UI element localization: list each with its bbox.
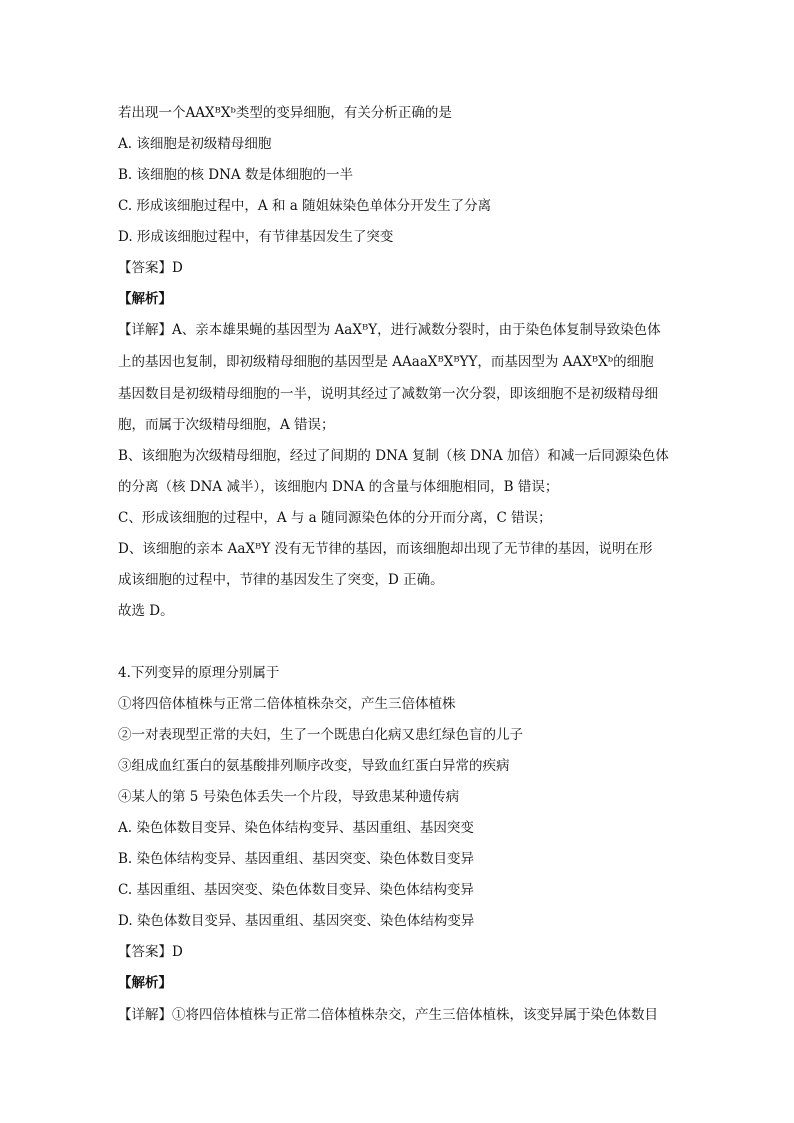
question-4-analysis-heading: 【解析】: [118, 975, 172, 991]
question-4-item-1: ①将四倍体植株与正常二倍体植株杂交，产生三倍体植株: [118, 696, 456, 712]
question-4-analysis-line: 【详解】①将四倍体植株与正常二倍体植株杂交，产生三倍体植株，该变异属于染色体数目: [118, 1007, 658, 1023]
question-4-item-3: ③组成血红蛋白的氨基酸排列顺序改变，导致血红蛋白异常的疾病: [118, 758, 510, 774]
question-4-item-4: ④某人的第 5 号染色体丢失一个片段，导致患某种遗传病: [118, 789, 460, 805]
question-3-analysis-line: B、该细胞为次级精母细胞，经过了间期的 DNA 复制（核 DNA 加倍）和减一后同源染色体: [118, 448, 669, 464]
question-3-analysis-heading: 【解析】: [118, 291, 172, 307]
question-4-option-b: B. 染色体结构变异、基因重组、基因突变、染色体数目变异: [118, 851, 475, 867]
question-3-option-c: C. 形成该细胞过程中，A 和 a 随姐妹染色单体分开发生了分离: [118, 198, 492, 214]
question-4-stem: 4.下列变异的原理分别属于: [118, 665, 280, 681]
question-3-analysis-line: 成该细胞的过程中，节律的基因发生了突变，D 正确。: [118, 572, 444, 588]
question-3-analysis-line: 胞，而属于次级精母细胞，A 错误；: [118, 417, 335, 433]
question-3-analysis-line: 【详解】A、亲本雄果蝇的基因型为 AaXᴮY，进行减数分裂时，由于染色体复制导致染色体: [118, 322, 661, 338]
question-3-option-d: D. 形成该细胞过程中，有节律基因发生了突变: [118, 229, 394, 245]
question-4-answer: 【答案】D: [118, 944, 183, 960]
question-3-analysis-line: 上的基因也复制，即初级精母细胞的基因型是 AAaaXᴮXᴮYY，而基因型为 AAXᴮXᵇ的细胞: [118, 354, 654, 370]
question-3-analysis-line: C、形成该细胞的过程中，A 与 a 随同源染色体的分开而分离，C 错误；: [118, 510, 552, 526]
question-3-analysis-line: 的分离（核 DNA 减半），该细胞内 DNA 的含量与体细胞相同，B 错误；: [118, 479, 559, 495]
question-3-answer: 【答案】D: [118, 260, 183, 276]
question-3-stem: 若出现一个AAXᴮXᵇ类型的变异细胞，有关分析正确的是: [118, 105, 452, 121]
question-3-option-a: A. 该细胞是初级精母细胞: [118, 136, 272, 152]
question-3-analysis-line: 基因数目是初级精母细胞的一半，说明其经过了减数第一次分裂，即该细胞不是初级精母细: [118, 386, 658, 402]
question-4-option-d: D. 染色体数目变异、基因重组、基因突变、染色体结构变异: [118, 913, 475, 929]
question-3-analysis-line: D、该细胞的亲本 AaXᴮY 没有无节律的基因，而该细胞却出现了无节律的基因，说明在形: [118, 541, 653, 557]
question-3-conclusion: 故选 D。: [118, 603, 174, 619]
question-3-option-b: B. 该细胞的核 DNA 数是体细胞的一半: [118, 167, 353, 183]
question-4-item-2: ②一对表现型正常的夫妇，生了一个既患白化病又患红绿色盲的儿子: [118, 727, 523, 743]
question-4-option-c: C. 基因重组、基因突变、染色体数目变异、染色体结构变异: [118, 882, 474, 898]
question-4-option-a: A. 染色体数目变异、染色体结构变异、基因重组、基因突变: [118, 820, 474, 836]
